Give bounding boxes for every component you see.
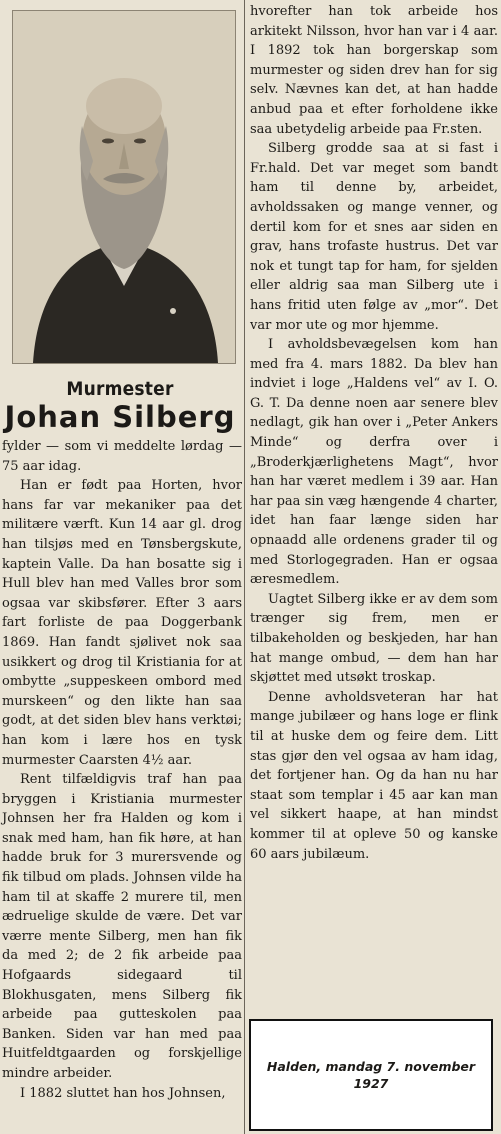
- paragraph: hvorefter han tok arbeide hos arkitekt Nilsson, hvor han var i 4 aar. I 1892 tok han borgerskap som murmester og siden drev han for sig selv. Nævnes kan det, at han hadde anbud paa et efter forholdene ikke saa ubetydelig arbeide paa Fr.sten.: [250, 4, 498, 137]
- date-caption-box: [249, 1019, 493, 1131]
- column-divider: [244, 0, 245, 1134]
- paragraph: I avholdsbevægelsen kom han med fra 4. mars 1882. Da blev han indviet i loge „Haldens vel“ av I. O. G. T. Da denne noen aar senere blev nedlagt, gik han over i „Peter Ankers Minde“ og derfra over i „Broderkjærlighetens Magt“, hvor han har været medlem i 39 aar. Han har paa sin væg hængende 4 charter, idet han faar længe siden har opnaadd alle ordenens grader til og med Storlogegraden. Han er ogsaa æresmedlem.: [250, 337, 498, 588]
- caption-date: Halden, mandag 7. november: [266, 1059, 476, 1074]
- right-article-text: [250, 2, 498, 864]
- portrait-image: [13, 11, 235, 363]
- paragraph: Denne avholdsveteran har hat mange jubilæer og hans loge er flink til at huske dem og feire dem. Litt stas gjør den vel ogsaa av ham idag, det fortjener han. Og da han nu har staat som templar i 45 aar kan man vel sikkert haape, at han mindst kommer til at opleve 50 og kanske 60 aars jubilæum.: [250, 689, 498, 862]
- left-article-text: [2, 437, 242, 1103]
- paragraph: Uagtet Silberg ikke er av dem som trænger sig frem, men er tilbakeholden og beskjeden, har han hat mange ombud, — dem han har skjøttet med utsøkt troskap.: [250, 591, 498, 686]
- portrait-photo: [12, 10, 236, 364]
- article-headline: Johan Silberg: [4, 400, 236, 434]
- paragraph: Rent tilfældigvis traf han paa bryggen i Kristiania murmester Johnsen her fra Halden og kom i snak med ham, han fik høre, at han hadde bruk for 3 murersvende og fik tilbud om plads. Johnsen vilde ha ham til at skaffe 2 murere til, men ædruelige skulde de være. Det var værre mente Silberg, men han fik da med 2; de 2 fik arbeide paa Hofgaards sidegaard til Blokhusgaten, mens Silberg fik arbeide paa gutteskolen paa Banken. Siden var han med paa Huitfeldtgaarden og forskjellige mindre arbeider.: [2, 772, 242, 1081]
- paragraph: Han er født paa Horten, hvor hans far var mekaniker paa det militære værft. Kun 14 aar gl. drog han tilsjøs med en Tønsbergskute, kaptein Valle. Da han bosatte sig i Hull blev han med Valles bror som ogsaa var skibsfører. Efter 3 aars fart forliste de paa Doggerbank 1869. Han fandt sjølivet nok saa usikkert og drog til Kristiania for at ombytte „suppeskeen ombord med murskeen“ og den likte han saa godt, at det siden blev hans verktøi; han kom i lære hos en tysk murmester Caarsten 4½ aar.: [2, 478, 242, 768]
- caption-year: 1927: [353, 1076, 389, 1091]
- article-kicker: Murmester: [66, 378, 174, 400]
- paragraph: I 1882 sluttet han hos Johnsen,: [20, 1085, 226, 1101]
- paragraph: Silberg grodde saa at si fast i Fr.hald. Det var meget som bandt ham til denne by, arbeidet, avholdssaken og mange venner, og dertil kom for et snes aar siden en grav, hans trofaste hustrus. Det var nok et tungt tap for ham, for sjelden eller aldrig saa man Silberg ute i hans fritid uten følge av „mor“. Det var mor ute og mor hjemme.: [250, 141, 498, 333]
- paragraph: fylder — som vi meddelte lørdag — 75 aar idag.: [2, 439, 242, 474]
